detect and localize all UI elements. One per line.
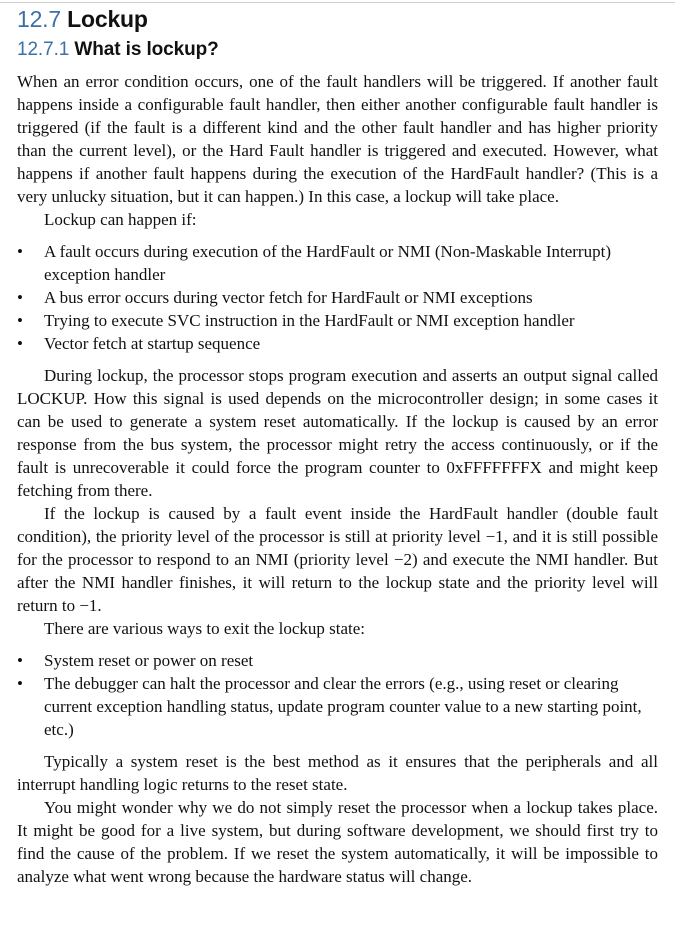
subsection-number: 12.7.1 (17, 39, 70, 60)
list-item (17, 649, 658, 672)
document-page (17, 4, 658, 888)
bullet: • (17, 288, 23, 307)
bullet: • (17, 311, 23, 330)
exit-methods-list (17, 649, 658, 741)
list-item (17, 672, 658, 741)
paragraph-why-not-reset: You might wonder why we do not simply reset the processor when a lockup takes place. It might be good for a live system, but during software development, we should first try to find the cause of the problem. If we reset the system automatically, it will be impossible to analyze what went wrong because the hardware status will change. (17, 798, 658, 886)
subsection-heading (17, 36, 658, 64)
top-rule (0, 2, 675, 3)
list-item (17, 332, 658, 355)
paragraph-fault-intro: When an error condition occurs, one of the fault handlers will be triggered. If another fault happens inside a configurable fault handler, then either another configurable fault handler is triggered (if the fault is a different kind and the other fault handler and has higher priority than the current level), or the Hard Fault handler is triggered and executed. However, what happens if another fault happens during the execution of the HardFault handler? (This is a very unlucky situation, but it can happen.) In this case, a lockup will take place. (17, 72, 658, 206)
bullet: • (17, 242, 23, 261)
list-item-text: A fault occurs during execution of the HardFault or NMI (Non-Maskable Interrupt) exception handler (44, 242, 611, 284)
paragraph-double-fault: If the lockup is caused by a fault event inside the HardFault handler (double fault condition), the priority level of the processor is still at priority level −1, and it is still possible for the processor to respond to an NMI (priority level −2) and execute the NMI handler. But after the NMI handler finishes, it will return to the lockup state and the priority level will return to −1. (17, 504, 658, 615)
lockup-causes-list (17, 240, 658, 355)
bullet: • (17, 334, 23, 353)
section-title: Lockup (67, 6, 148, 32)
list-item-text: Vector fetch at startup sequence (44, 334, 261, 353)
list-item (17, 309, 658, 332)
paragraph-lockup-conditions-intro: Lockup can happen if: (44, 210, 197, 229)
list-item-text: The debugger can halt the processor and clear the errors (e.g., using reset or clearing current exception handling status, update program counter value to a new starting point, etc.) (44, 674, 642, 739)
list-item-text: Trying to execute SVC instruction in the HardFault or NMI exception handler (44, 311, 575, 330)
paragraph-system-reset: Typically a system reset is the best method as it ensures that the peripherals and all interrupt handling logic returns to the reset state. (17, 752, 658, 794)
subsection-title: What is lockup? (74, 39, 219, 60)
list-item (17, 240, 658, 286)
list-item (17, 286, 658, 309)
list-item-text: System reset or power on reset (44, 651, 254, 670)
section-number: 12.7 (17, 6, 61, 32)
paragraph-exit-intro: There are various ways to exit the lockup state: (44, 619, 365, 638)
section-heading (17, 4, 658, 34)
list-item-text: A bus error occurs during vector fetch for HardFault or NMI exceptions (44, 288, 533, 307)
bullet: • (17, 651, 23, 670)
bullet: • (17, 674, 23, 693)
paragraph-lockup-behavior: During lockup, the processor stops program execution and asserts an output signal called LOCKUP. How this signal is used depends on the microcontroller design; in some cases it can be used to generate a system reset automatically. If the lockup is caused by an error response from the bus system, the processor might retry the access continuously, or if the fault is unrecoverable it could force the program counter to 0xFFFFFFFX and might keep fetching from there. (17, 366, 658, 500)
